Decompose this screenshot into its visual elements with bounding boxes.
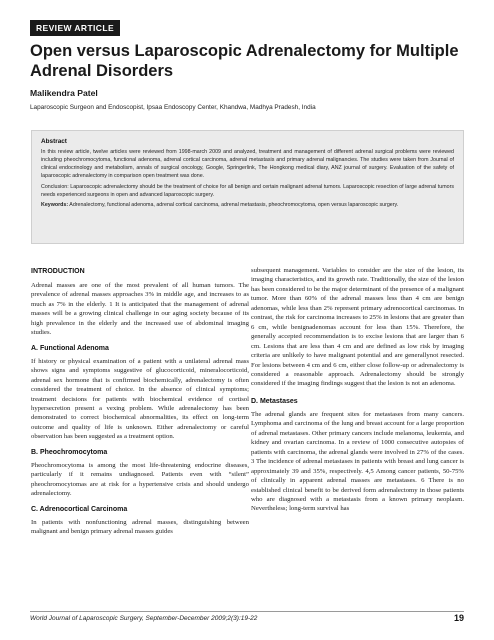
abstract-heading: Abstract	[41, 138, 67, 145]
article-title: Open versus Laparoscopic Adrenalectomy for Multiple Adrenal Disorders	[30, 42, 459, 80]
article-type-banner: REVIEW ARTICLE	[30, 20, 120, 36]
adrenocortical-carcinoma-text: In patients with nonfunctioning adrenal masses, distinguishing between malignant and benign primary adrenal masses guides	[31, 518, 249, 536]
author-name: Malikendra Patel	[30, 88, 98, 98]
functional-adenoma-heading: A. Functional Adenoma	[31, 344, 109, 352]
introduction-text: Adrenal masses are one of the most prevalent of all human tumors. The prevalence of adrenal masses approaches 3% in middle age, and increases to as much as 7% in the elderly. 1 It is anticipated that the management of adrenal masses will be a growing clinical challenge in our aging society because of its high prevalence in the elderly and the increased use of abdominal imaging studies.	[31, 282, 249, 337]
abstract-text: In this review article, twelve articles were reviewed from 1998-march 2009 and analyzed, treatment and management of different adrenal surgical problems were reviewed including pheochromocytoma, functional adenoma, adrenal cortical carcinoma, adrenal metastasis and primary adrenal malignancies. The studies were taken from Journal of clinical endocrinology and metabolism, annals of surgical oncology, Google, Springerlink, The Hongkong medical diary, ANZ journal of surgery. Evaluation of the safety of laparoscopic adrenalectomy in comparison open treatment was done.	[41, 149, 454, 179]
author-affiliation: Laparoscopic Surgeon and Endoscopist, Ipsaa Endoscopy Center, Khandwa, Madhya Pradesh, India	[30, 104, 316, 111]
adrenocortical-carcinoma-heading: C. Adrenocortical Carcinoma	[31, 505, 128, 513]
metastases-text: The adrenal glands are frequent sites for metastases from many cancers. Lymphoma and carcinoma of the lung and breast account for a large proportion of adrenal metastases. Other primary cancers include melanoma, leukemia, and kidney and ovarian carcinoma. In a review of 1000 consecutive autopsies of patients with carcinoma, the adrenal glands were involved in 27% of the cases. 3 The incidence of adrenal metastases in patients with breast and lung cancer is approximately 39 and 35%, respectively. 4,5 Among cancer patients, 50-75% of clinically in apparent adrenal masses are metastases. 6 There is no established clinical benefit to be derived form adrenalectomy in those patients who are diagnosed with a metastasis from a known primary neoplasm. Nevertheless; long-term survival has	[251, 410, 464, 513]
keywords-text: Adrenalectomy, functional adenoma, adrenal cortical carcinoma, adrenal metastasis, pheochromocytoma, open versus laparoscopic surgery.	[69, 202, 399, 209]
metastases-heading: D. Metastases	[251, 397, 298, 405]
footer-divider	[30, 611, 464, 612]
carcinoma-continued-text: subsequent management. Variables to consider are the size of the lesion, its imaging characteristics, and its growth rate. Traditionally, the size of the lesion has been considered to be the major determinant of the presence of a malignant tumor. More than 60% of the adrenal masses less than 4 cm are benign adenomas, while less than 2% represent primary adrenocortical carcinomas. In contrast, the risk for carcinoma increases to 25% in lesions that are greater than 6 cm, while benignadenomas account for less than 15%. Therefore, the generally accepted recommendation is to excise lesions that are larger than 6 cm. Lesions that are less than 4 cm and are defined as low risk by imaging criteria are unlikely to have malignant potential and are generallynot resected. For lesions between 4 cm and 6 cm, either close follow-up or adrenalectomy is considered a reasonable approach. Adrenalectomy should be strongly considered if the imaging findings suggest that the lesion is not an adenoma.	[251, 267, 464, 388]
abstract-keywords	[41, 202, 454, 210]
functional-adenoma-text: If history or physical examination of a patient with a unilateral adrenal mass shows signs and symptoms suggestive of glucocorticoid, mineralocorticoid, adrenal sex hormone that is confirmed biochemically, adrenalectomy is often considered the treatment of choice. In the absence of clinical symptoms; treatment decisions for patients with biochemical evidence of cortisol hypersecretion present a vexing problem. While adrenalectomy has been demonstrated to correct biochemical abnormalities, its effect on long-term outcome and quality of life is unknown. Either adrenalectomy or careful observation has been suggested as a treatment option.	[31, 357, 249, 441]
abstract-conclusion: Conclusion: Laparoscopic adrenalectomy should be the treatment of choice for all benign and certain malignant adrenal tumors. Laparoscopic resection of large adrenal tumors needs experienced surgeons in open and advanced laparoscopic surgery.	[41, 183, 454, 198]
pheochromocytoma-heading: B. Pheochromocytoma	[31, 448, 108, 456]
keywords-label: Keywords:	[41, 202, 69, 209]
footer-journal: World Journal of Laparoscopic Surgery, September-December 2009;2(3):19-22	[30, 615, 258, 622]
page-number: 19	[453, 613, 464, 623]
introduction-heading: INTRODUCTION	[31, 268, 85, 275]
left-column	[31, 268, 249, 537]
right-column	[251, 266, 464, 514]
abstract-box	[31, 130, 464, 244]
pheochromocytoma-text: Pheochromocytoma is among the most life-threatening endocrine diseases, particularly if it remains undiagnosed. Patients even with “silent” pheochromocytomas are at risk for a hypertensive crisis and should undergo adrenalectomy.	[31, 461, 249, 498]
